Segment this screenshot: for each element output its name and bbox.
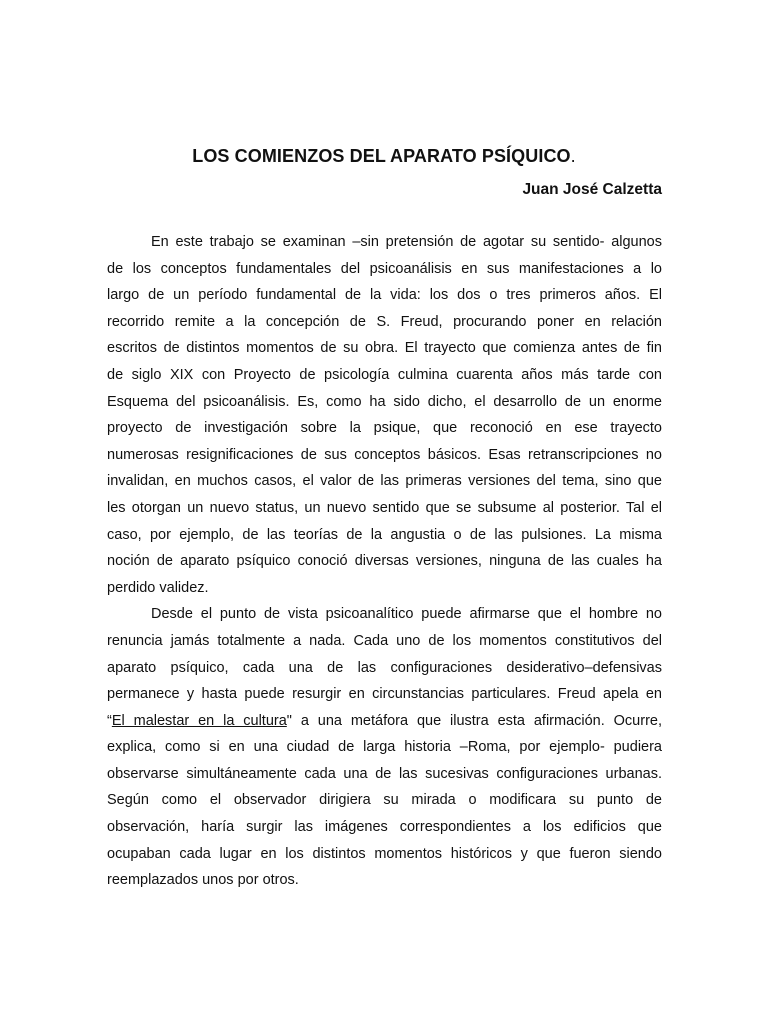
paragraph-line: les otorgan un nuevo status, un nuevo sentido que se subsume al posterior. Tal el [107, 499, 662, 516]
paragraph-line: de los conceptos fundamentales del psicoanálisis en sus manifestaciones a lo [107, 260, 662, 277]
link-line-rest: " a una metáfora que ilustra esta afirmación. Ocurre, [286, 712, 662, 729]
paragraph-1 [107, 229, 662, 601]
paragraph-line: caso, por ejemplo, de las teorías de la angustia o de las pulsiones. La misma [107, 526, 662, 543]
paragraph-line: noción de aparato psíquico conoció diversas versiones, ninguna de las cuales ha [107, 553, 662, 570]
paragraph-line: numerosas resignificaciones de sus conceptos básicos. Esas retranscripciones no [107, 446, 662, 463]
paragraph-2 [107, 601, 662, 894]
open-quote: “ [107, 712, 112, 729]
paragraph-line: Desde el punto de vista psicoanalítico puede afirmarse que el hombre no [151, 606, 662, 623]
paragraph-line: proyecto de investigación sobre la psique, que reconoció en ese trayecto [107, 420, 662, 437]
document-body [107, 229, 662, 894]
paragraph-line: aparato psíquico, cada una de las configuraciones desiderativo–defensivas [107, 659, 662, 676]
paragraph-line: permanece y hasta puede resurgir en circunstancias particulares. Freud apela en [107, 686, 662, 703]
el-malestar-en-la-cultura-link[interactable]: El malestar en la cultura [111, 712, 287, 729]
paragraph-line-with-link [107, 708, 662, 735]
paragraph-line: Esquema del psicoanálisis. Es, como ha sido dicho, el desarrollo de un enorme [107, 393, 662, 410]
paragraph-line: reemplazados unos por otros. [107, 872, 299, 889]
paragraph-line: perdido validez. [107, 579, 209, 596]
paragraph-line: observarse simultáneamente cada una de las sucesivas configuraciones urbanas. [107, 765, 662, 782]
paragraph-line: Según como el observador dirigiera su mirada o modificara su punto de [107, 792, 662, 809]
document-title [0, 146, 768, 167]
document-author: Juan José Calzetta [522, 181, 662, 198]
paragraph-line: observación, haría surgir las imágenes correspondientes a los edificios que [107, 819, 662, 836]
paragraph-line: largo de un período fundamental de la vida: los dos o tres primeros años. El [107, 287, 662, 304]
paragraph-line: de siglo XIX con Proyecto de psicología culmina cuarenta años más tarde con [107, 366, 662, 383]
paragraph-line: ocupaban cada lugar en los distintos momentos históricos y que fueron siendo [107, 845, 662, 862]
paragraph-line: En este trabajo se examinan –sin pretensión de agotar su sentido- algunos [151, 234, 662, 250]
paragraph-line: escritos de distintos momentos de su obra. El trayecto que comienza antes de fin [107, 340, 662, 357]
paragraph-line: invalidan, en muchos casos, el valor de las primeras versiones del tema, sino que [107, 473, 662, 490]
document-title-text: LOS COMIENZOS DEL APARATO PSÍQUICO [192, 146, 571, 166]
paragraph-line: explica, como si en una ciudad de larga historia –Roma, por ejemplo- pudiera [107, 739, 662, 756]
paragraph-line: renuncia jamás totalmente a nada. Cada uno de los momentos constitutivos del [107, 632, 662, 649]
paragraph-line: recorrido remite a la concepción de S. Freud, procurando poner en relación [107, 313, 662, 330]
document-title-period: . [570, 146, 576, 166]
